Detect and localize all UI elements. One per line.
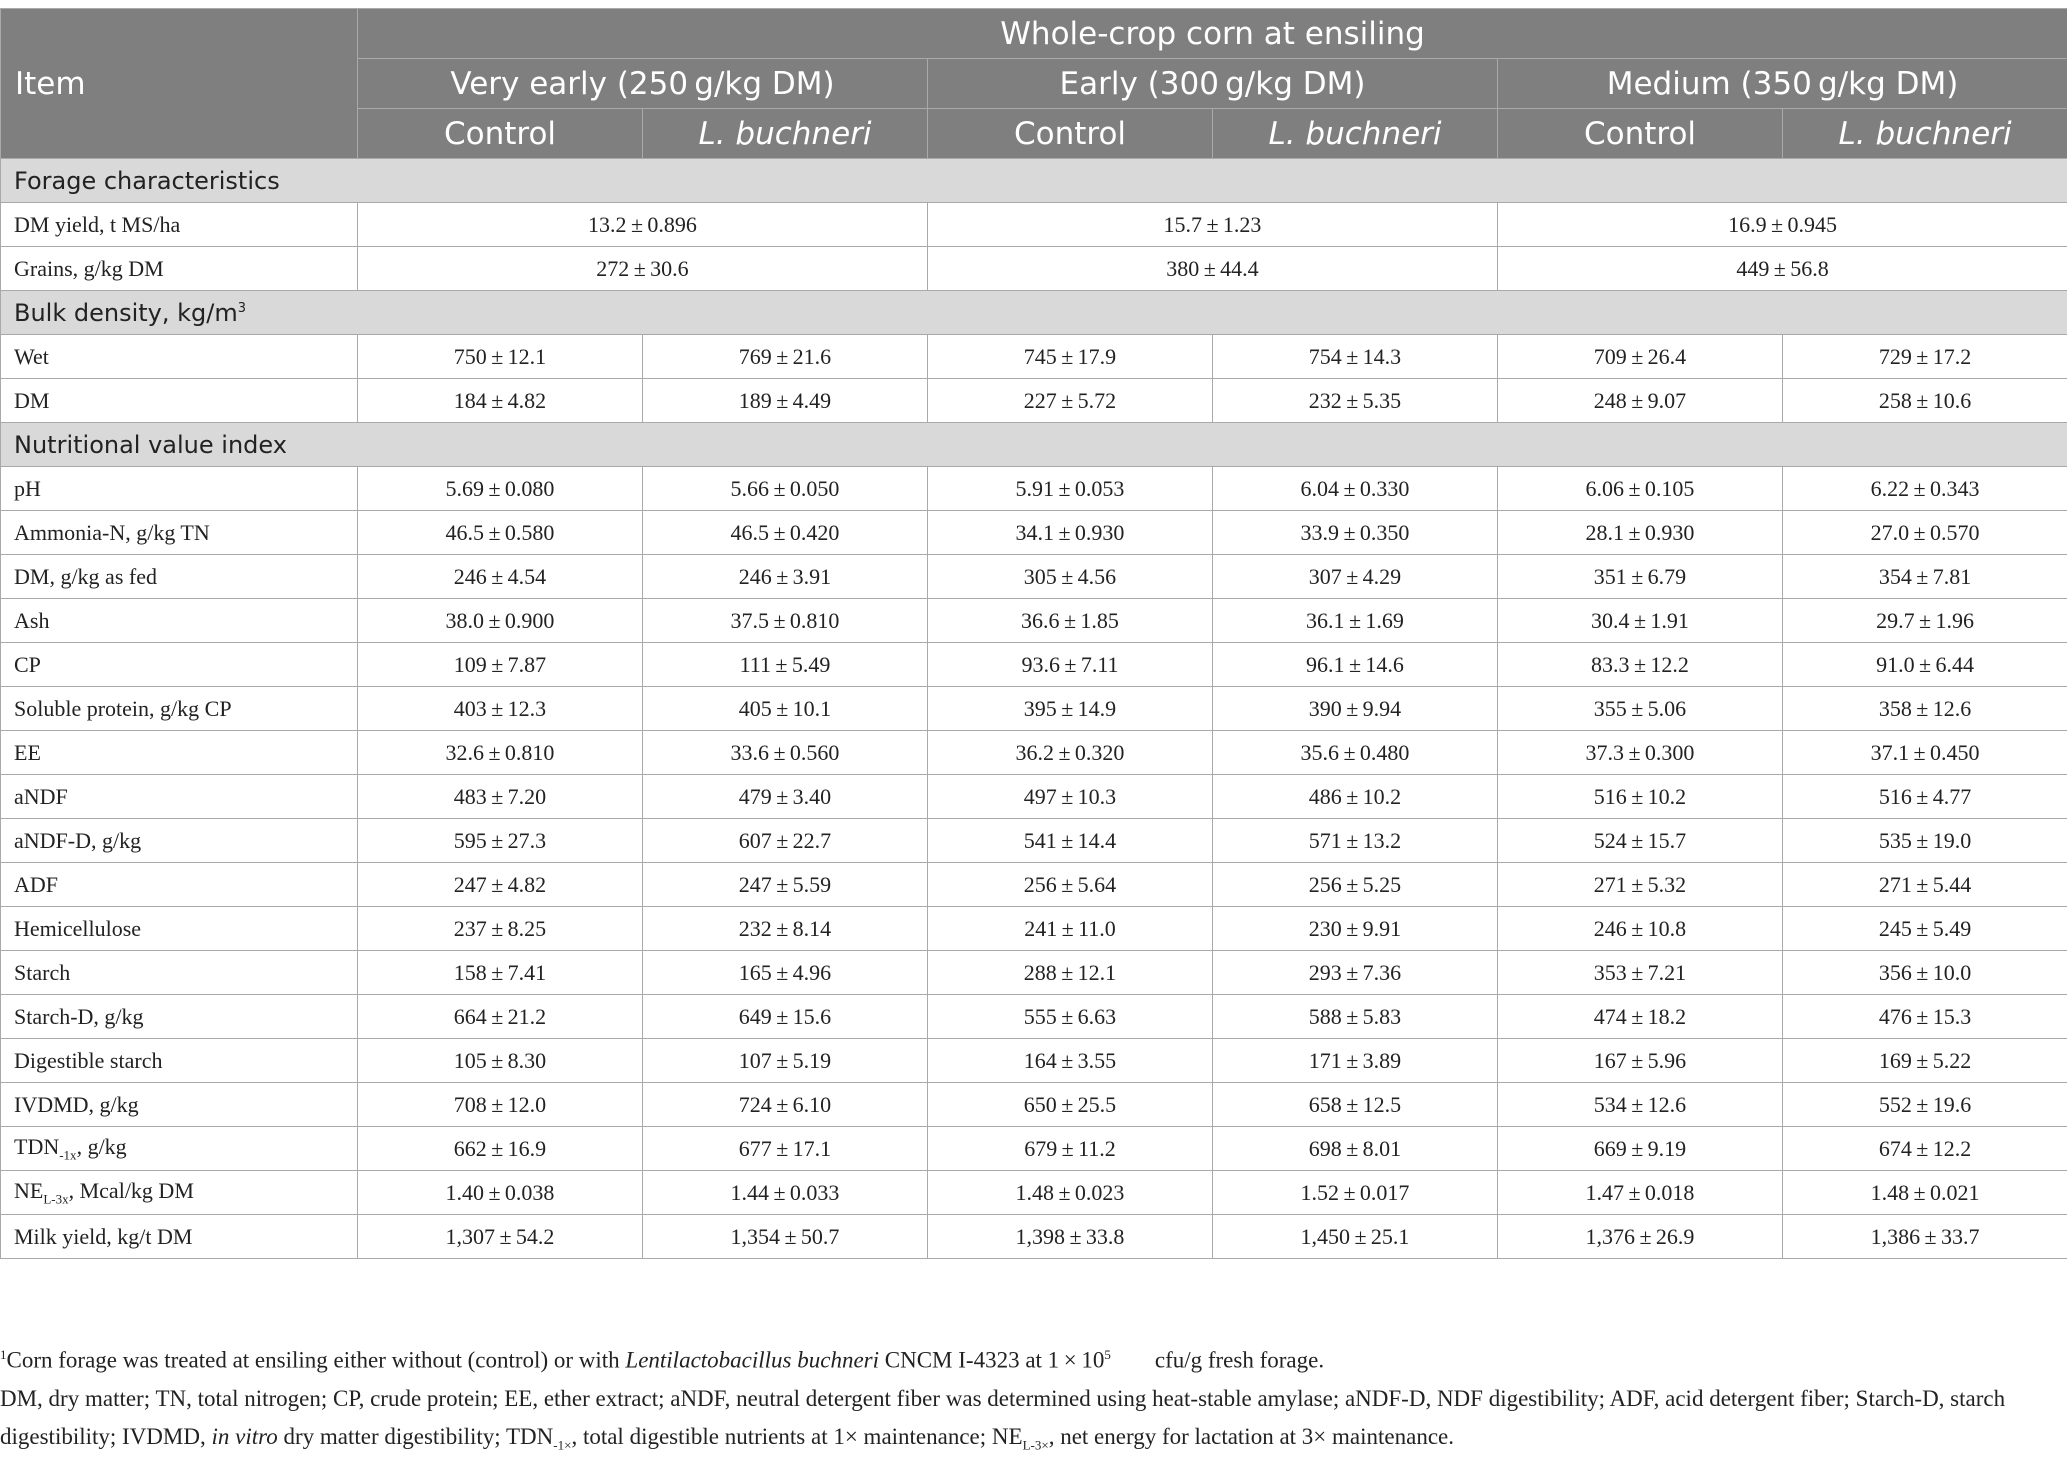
abbrev-italic: in vitro [211,1424,277,1449]
table-cell: 189 ± 4.49 [643,379,928,423]
table-cell: 1,376 ± 26.9 [1498,1215,1783,1259]
table-row [1,1039,2067,1083]
table-row [1,687,2067,731]
table-cell: 380 ± 44.4 [928,247,1498,291]
row-label [1,863,358,907]
table-row [1,1127,2067,1171]
row-label [1,907,358,951]
table-row [1,203,2067,247]
table-cell: 1.47 ± 0.018 [1498,1171,1783,1215]
table-row [1,907,2067,951]
row-label-text: Starch-D, g/kg [14,1004,144,1029]
table-cell: 1.48 ± 0.021 [1783,1171,2067,1215]
table-cell: 358 ± 12.6 [1783,687,2067,731]
footnote-abbreviations [0,1380,2060,1464]
table-cell: 83.3 ± 12.2 [1498,643,1783,687]
table-cell: 1,307 ± 54.2 [358,1215,643,1259]
row-label [1,511,358,555]
row-label [1,247,358,291]
table-row [1,731,2067,775]
table-cell: 33.9 ± 0.350 [1213,511,1498,555]
table-cell: 237 ± 8.25 [358,907,643,951]
table-cell: 232 ± 8.14 [643,907,928,951]
row-label [1,731,358,775]
row-label [1,599,358,643]
table-cell: 16.9 ± 0.945 [1498,203,2067,247]
row-label [1,1171,358,1215]
table-cell: 232 ± 5.35 [1213,379,1498,423]
table-cell: 355 ± 5.06 [1498,687,1783,731]
row-label-sub: -1x [59,1147,76,1162]
row-label-text: DM [14,388,49,413]
table-cell: 167 ± 5.96 [1498,1039,1783,1083]
table-cell: 516 ± 4.77 [1783,775,2067,819]
row-label-text: DM yield, t MS/ha [14,212,180,237]
table-cell: 5.91 ± 0.053 [928,467,1213,511]
row-label-sub: L-3x [43,1191,68,1206]
table-cell: 607 ± 22.7 [643,819,928,863]
row-label-text: CP [14,652,41,677]
table-row [1,819,2067,863]
table-row [1,511,2067,555]
table-row [1,775,2067,819]
data-table [0,8,2067,1259]
table-cell: 241 ± 11.0 [928,907,1213,951]
table-cell: 271 ± 5.44 [1783,863,2067,907]
table-cell: 258 ± 10.6 [1783,379,2067,423]
section-nutrition: Nutritional value index [1,423,2067,467]
table-cell: 6.06 ± 0.105 [1498,467,1783,511]
table-cell: 709 ± 26.4 [1498,335,1783,379]
row-label [1,335,358,379]
footnotes [0,1336,2060,1464]
table-cell: 36.1 ± 1.69 [1213,599,1498,643]
table-cell: 256 ± 5.25 [1213,863,1498,907]
row-label-text: Soluble protein, g/kg CP [14,696,232,721]
table-row [1,1171,2067,1215]
table-cell: 247 ± 5.59 [643,863,928,907]
table-cell: 5.66 ± 0.050 [643,467,928,511]
abbrev-text: dry matter digestibility; TDN [278,1424,554,1449]
table-cell: 679 ± 11.2 [928,1127,1213,1171]
footnote-text: Corn forage was treated at ensiling either without (control) or with [7,1348,626,1373]
table-cell: 6.22 ± 0.343 [1783,467,2067,511]
table-cell: 38.0 ± 0.900 [358,599,643,643]
table-cell: 674 ± 12.2 [1783,1127,2067,1171]
table-cell: 107 ± 5.19 [643,1039,928,1083]
table-cell: 541 ± 14.4 [928,819,1213,863]
table-cell: 93.6 ± 7.11 [928,643,1213,687]
table-cell: 405 ± 10.1 [643,687,928,731]
footnote-exponent: 5 [1104,1347,1111,1362]
row-label-text: Digestible starch [14,1048,162,1073]
table-cell: 588 ± 5.83 [1213,995,1498,1039]
table-cell: 677 ± 17.1 [643,1127,928,1171]
table-cell: 474 ± 18.2 [1498,995,1783,1039]
table-cell: 36.6 ± 1.85 [928,599,1213,643]
table-row [1,555,2067,599]
maturity-header-very-early: Very early (250 g/kg DM) [358,59,928,109]
row-label-text: DM, g/kg as fed [14,564,157,589]
table-cell: 698 ± 8.01 [1213,1127,1498,1171]
table-cell: 32.6 ± 0.810 [358,731,643,775]
row-label [1,203,358,247]
abbrev-sub: L-3× [1023,1437,1049,1452]
table-row [1,1083,2067,1127]
table-row [1,335,2067,379]
table-cell: 28.1 ± 0.930 [1498,511,1783,555]
abbrev-text: , net energy for lactation at 3× maintenance. [1049,1424,1454,1449]
table-cell: 669 ± 9.19 [1498,1127,1783,1171]
table-row [1,863,2067,907]
table-cell: 36.2 ± 0.320 [928,731,1213,775]
table-cell: 351 ± 6.79 [1498,555,1783,599]
maturity-header-medium: Medium (350 g/kg DM) [1498,59,2067,109]
abbrev-sub: -1× [553,1437,571,1452]
row-label-tail: , g/kg [77,1134,127,1159]
table-cell: 1,450 ± 25.1 [1213,1215,1498,1259]
row-label-text: Ash [14,608,49,633]
table-cell: 658 ± 12.5 [1213,1083,1498,1127]
table-cell: 1.44 ± 0.033 [643,1171,928,1215]
table-cell: 37.1 ± 0.450 [1783,731,2067,775]
row-label [1,1039,358,1083]
footnote-text: CNCM I-4323 at 1 × 10 [879,1348,1104,1373]
control-header: Control [358,109,643,159]
treatment-header: L. buchneri [643,109,928,159]
table-cell: 708 ± 12.0 [358,1083,643,1127]
table-cell: 164 ± 3.55 [928,1039,1213,1083]
table-cell: 769 ± 21.6 [643,335,928,379]
row-label-text: Starch [14,960,70,985]
table-cell: 497 ± 10.3 [928,775,1213,819]
table-cell: 96.1 ± 14.6 [1213,643,1498,687]
table-cell: 516 ± 10.2 [1498,775,1783,819]
table-body [1,159,2067,1259]
row-label-text: aNDF-D, g/kg [14,828,141,853]
table-cell: 754 ± 14.3 [1213,335,1498,379]
table-cell: 476 ± 15.3 [1783,995,2067,1039]
section-bulk-sup: 3 [238,301,246,316]
row-label [1,1215,358,1259]
table-cell: 247 ± 4.82 [358,863,643,907]
table-cell: 552 ± 19.6 [1783,1083,2067,1127]
table-cell: 227 ± 5.72 [928,379,1213,423]
table-row [1,995,2067,1039]
table-cell: 37.5 ± 0.810 [643,599,928,643]
row-label [1,467,358,511]
table-cell: 272 ± 30.6 [358,247,928,291]
table-cell: 109 ± 7.87 [358,643,643,687]
row-label-text: IVDMD, g/kg [14,1092,139,1117]
table-cell: 35.6 ± 0.480 [1213,731,1498,775]
table-cell: 449 ± 56.8 [1498,247,2067,291]
table-cell: 571 ± 13.2 [1213,819,1498,863]
row-label [1,951,358,995]
table-cell: 165 ± 4.96 [643,951,928,995]
table-cell: 13.2 ± 0.896 [358,203,928,247]
row-label-tail: , Mcal/kg DM [69,1178,194,1203]
table-cell: 37.3 ± 0.300 [1498,731,1783,775]
control-header: Control [928,109,1213,159]
table-cell: 650 ± 25.5 [928,1083,1213,1127]
table-cell: 34.1 ± 0.930 [928,511,1213,555]
table-cell: 91.0 ± 6.44 [1783,643,2067,687]
row-label-text: TDN [14,1134,59,1159]
table-cell: 354 ± 7.81 [1783,555,2067,599]
row-label [1,643,358,687]
table-cell: 729 ± 17.2 [1783,335,2067,379]
table-cell: 171 ± 3.89 [1213,1039,1498,1083]
table-row [1,1215,2067,1259]
table-cell: 246 ± 10.8 [1498,907,1783,951]
table-cell: 246 ± 4.54 [358,555,643,599]
table-row [1,599,2067,643]
row-label [1,1083,358,1127]
table-cell: 158 ± 7.41 [358,951,643,995]
table-cell: 534 ± 12.6 [1498,1083,1783,1127]
table-cell: 1,386 ± 33.7 [1783,1215,2067,1259]
footnote-species: Lentilactobacillus buchneri [625,1348,879,1373]
table-cell: 724 ± 6.10 [643,1083,928,1127]
abbrev-text: DM, dry matter; TN, total nitrogen; CP, crude protein; EE, ether extract; aNDF, neutral detergent fiber was determined using heat-stable amylase; aNDF-D, NDF digestibility; ADF, acid detergent fiber; Starch-D, starch digestibility; IVDMD, [0,1386,2005,1449]
table-cell: 111 ± 5.49 [643,643,928,687]
table-cell: 595 ± 27.3 [358,819,643,863]
table-cell: 293 ± 7.36 [1213,951,1498,995]
row-label [1,1127,358,1171]
table-cell: 555 ± 6.63 [928,995,1213,1039]
table-cell: 649 ± 15.6 [643,995,928,1039]
table-cell: 1.52 ± 0.017 [1213,1171,1498,1215]
item-header: Item [1,9,358,159]
table-cell: 662 ± 16.9 [358,1127,643,1171]
treatment-header: L. buchneri [1783,109,2067,159]
table-cell: 353 ± 7.21 [1498,951,1783,995]
table-cell: 169 ± 5.22 [1783,1039,2067,1083]
table-cell: 30.4 ± 1.91 [1498,599,1783,643]
table-cell: 6.04 ± 0.330 [1213,467,1498,511]
group-header: Whole-crop corn at ensiling [358,9,2067,59]
table-cell: 246 ± 3.91 [643,555,928,599]
row-label [1,775,358,819]
row-label [1,555,358,599]
table-cell: 664 ± 21.2 [358,995,643,1039]
row-label-text: aNDF [14,784,68,809]
table-cell: 305 ± 4.56 [928,555,1213,599]
table-cell: 29.7 ± 1.96 [1783,599,2067,643]
table-row [1,951,2067,995]
table-cell: 524 ± 15.7 [1498,819,1783,863]
table-cell: 46.5 ± 0.580 [358,511,643,555]
row-label [1,995,358,1039]
maturity-header-early: Early (300 g/kg DM) [928,59,1498,109]
control-header: Control [1498,109,1783,159]
table-cell: 403 ± 12.3 [358,687,643,731]
table-cell: 483 ± 7.20 [358,775,643,819]
footnote-1 [0,1336,2060,1380]
table-cell: 105 ± 8.30 [358,1039,643,1083]
footnote-text: cfu/g fresh forage. [1155,1348,1324,1373]
row-label [1,687,358,731]
table-cell: 5.69 ± 0.080 [358,467,643,511]
table-cell: 486 ± 10.2 [1213,775,1498,819]
row-label-text: Milk yield, kg/t DM [14,1224,192,1249]
table-row [1,379,2067,423]
row-label [1,819,358,863]
table-cell: 248 ± 9.07 [1498,379,1783,423]
footnote-mark: 1 [0,1347,7,1362]
treatment-header: L. buchneri [1213,109,1498,159]
table-cell: 271 ± 5.32 [1498,863,1783,907]
table-cell: 390 ± 9.94 [1213,687,1498,731]
section-forage: Forage characteristics [1,159,2067,203]
table-cell: 1.40 ± 0.038 [358,1171,643,1215]
table-cell: 750 ± 12.1 [358,335,643,379]
table-row [1,467,2067,511]
table-cell: 307 ± 4.29 [1213,555,1498,599]
row-label-text: ADF [14,872,58,897]
table-cell: 184 ± 4.82 [358,379,643,423]
row-label-text: Wet [14,344,49,369]
section-bulk-density [1,291,2067,335]
table-cell: 395 ± 14.9 [928,687,1213,731]
section-bulk-label: Bulk density, kg/m [14,299,238,327]
table-cell: 535 ± 19.0 [1783,819,2067,863]
table-cell: 46.5 ± 0.420 [643,511,928,555]
table-cell: 27.0 ± 0.570 [1783,511,2067,555]
abbrev-text: , total digestible nutrients at 1× maintenance; NE [571,1424,1022,1449]
row-label-text: pH [14,476,41,501]
table-cell: 245 ± 5.49 [1783,907,2067,951]
table-cell: 288 ± 12.1 [928,951,1213,995]
table-cell: 1.48 ± 0.023 [928,1171,1213,1215]
table-row [1,643,2067,687]
table-cell: 230 ± 9.91 [1213,907,1498,951]
table-cell: 15.7 ± 1.23 [928,203,1498,247]
row-label [1,379,358,423]
table-cell: 356 ± 10.0 [1783,951,2067,995]
table-cell: 479 ± 3.40 [643,775,928,819]
table-cell: 256 ± 5.64 [928,863,1213,907]
row-label-text: Grains, g/kg DM [14,256,164,281]
table-cell: 1,354 ± 50.7 [643,1215,928,1259]
row-label-text: NE [14,1178,43,1203]
table-row [1,247,2067,291]
row-label-text: Ammonia-N, g/kg TN [14,520,210,545]
row-label-text: EE [14,740,41,765]
table-cell: 1,398 ± 33.8 [928,1215,1213,1259]
row-label-text: Hemicellulose [14,916,141,941]
table-cell: 33.6 ± 0.560 [643,731,928,775]
table-cell: 745 ± 17.9 [928,335,1213,379]
